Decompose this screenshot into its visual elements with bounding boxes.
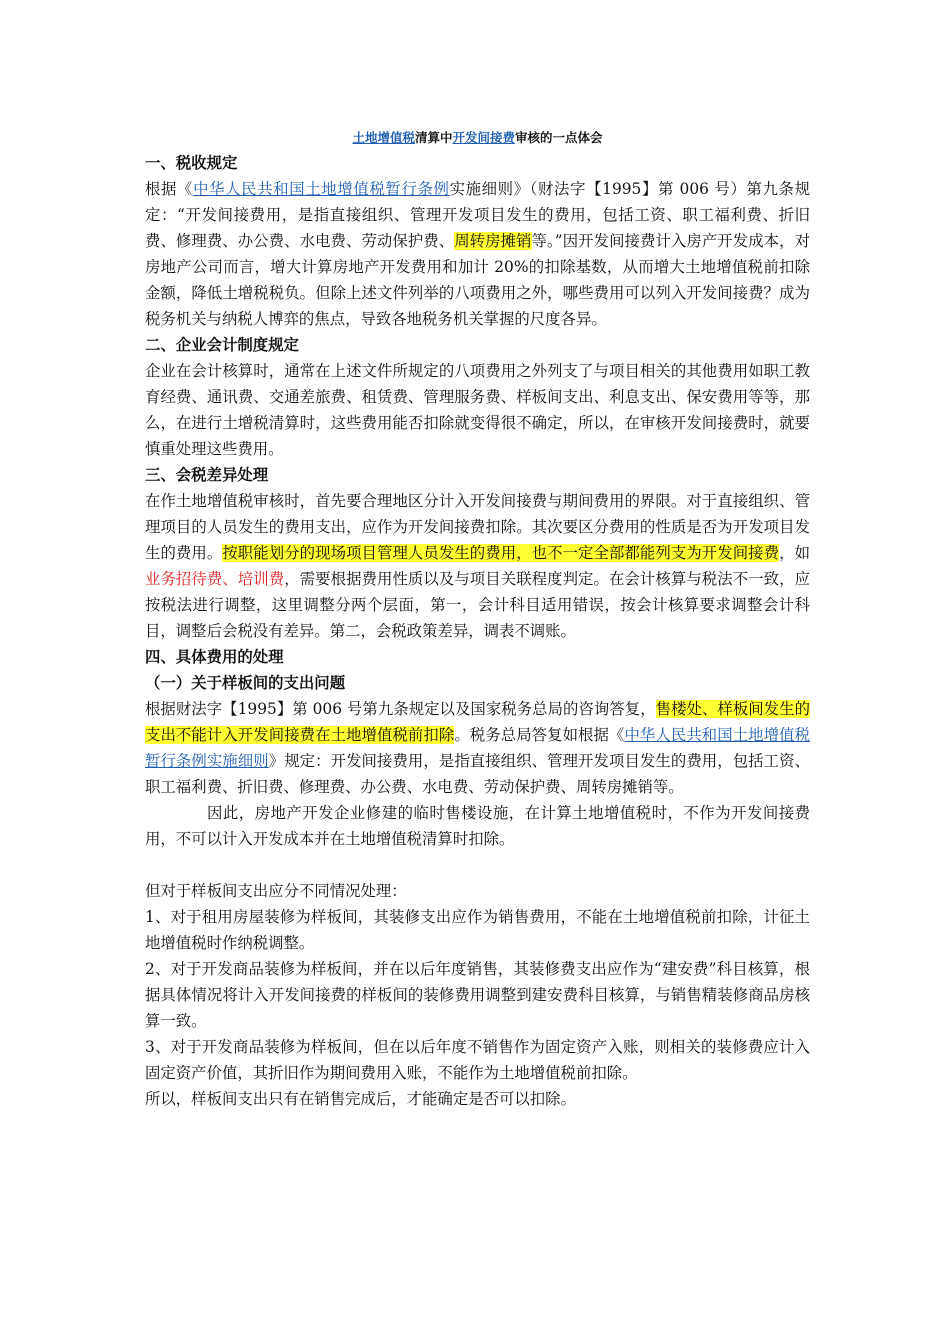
title-text-mid: 清算中 xyxy=(414,130,453,145)
section-4-conclusion: 所以，样板间支出只有在销售完成后，才能确定是否可以扣除。 xyxy=(145,1090,576,1108)
s1-text-a: 根据《 xyxy=(145,180,194,198)
section-1-heading: 一、税收规定 xyxy=(145,154,238,172)
section-3-paragraph xyxy=(145,488,810,644)
s3-text-b: ，如 xyxy=(779,544,810,562)
section-2-heading: 二、企业会计制度规定 xyxy=(145,336,299,354)
section-4-item-1: 1、对于租用房屋装修为样板间，其装修支出应作为销售费用，不能在土地增值税前扣除，计征土地增值税时作纳税调整。 xyxy=(145,908,810,952)
s4-text-c: 》规定：开发间接费用，是指直接组织、管理开发项目发生的费用，包括工资、职工福利费、折旧费、修理费、办公费、水电费、劳动保护费、周转房摊销等。 xyxy=(145,752,810,796)
s1-text-b: 实施细则》（财法字【1995】第 006 号）第九条规定：“开发间接费用，是指直接组织、管理开发项目发生的费用，包括工资、职工福利费、折旧费、修理费、办公费、水电费、劳动保护费、 xyxy=(145,180,810,250)
title-text-end: 审核的一点体会 xyxy=(515,130,603,145)
section-4-heading: 四、具体费用的处理 xyxy=(145,648,284,666)
s4-text-b: 。税务总局答复如根据《 xyxy=(454,726,625,744)
section-4-paragraph-1 xyxy=(145,696,810,800)
s1-text-c: 等。”因开发间接费计入房产开发成本，对房地产公司而言，增大计算房地产开发费用和加计 20%的扣除基数，从而增大土地增值税前扣除金额，降低土增税税负。但除上述文件列举的八项费用之外，哪些费用可以列入开发间接费？成为税务机关与纳税人博弈的焦点，导致各地税务机关掌握的尺度各异。 xyxy=(145,232,810,328)
document-title xyxy=(145,128,810,148)
blank-line xyxy=(145,852,810,878)
section-4-item-2: 2、对于开发商品装修为样板间，并在以后年度销售，其装修费支出应作为“建安费”科目核算，根据具体情况将计入开发间接费的样板间的装修费用调整到建安费科目核算，与销售精装修商品房核算一致。 xyxy=(145,960,810,1030)
section-4-paragraph-2: 因此，房地产开发企业修建的临时售楼设施，在计算土地增值税时，不作为开发间接费用，不可以计入开发成本并在土地增值税清算时扣除。 xyxy=(145,804,810,848)
section-4-paragraph-3: 但对于样板间支出应分不同情况处理： xyxy=(145,882,407,900)
s4-text-a: 根据财法字【1995】第 006 号第九条规定以及国家税务总局的咨询答复， xyxy=(145,700,656,718)
section-3-heading: 三、会税差异处理 xyxy=(145,466,269,484)
s3-red-text: 业务招待费、培训费 xyxy=(145,570,285,588)
section-2-paragraph: 企业在会计核算时，通常在上述文件所规定的八项费用之外列支了与项目相关的其他费用如职工教育经费、通讯费、交通差旅费、租赁费、管理服务费、样板间支出、利息支出、保安费用等等，那么，在进行土增税清算时，这些费用能否扣除就变得很不确定，所以，在审核开发间接费时，就要慎重处理这些费用。 xyxy=(145,362,810,458)
s3-text-c: ，需要根据费用性质以及与项目关联程度判定。在会计核算与税法不一致，应按税法进行调整，这里调整分两个层面，第一，会计科目适用错误，按会计核算要求调整会计科目，调整后会税没有差异。第二，会税政策差异，调表不调账。 xyxy=(145,570,810,640)
title-link-land-vat[interactable]: 土地增值税 xyxy=(352,130,415,145)
s4-regulation-link[interactable]: 中华人民共和国土地增值税暂行条例实施细则 xyxy=(145,726,810,770)
s3-highlight: 按职能划分的现场项目管理人员发生的费用，也不一定全部都能列支为开发间接费 xyxy=(222,544,780,562)
s1-highlight: 周转房摊销 xyxy=(454,232,532,250)
s1-regulation-link[interactable]: 中华人民共和国土地增值税暂行条例 xyxy=(193,180,450,198)
s3-text-a: 在作土地增值税审核时，首先要合理地区分计入开发间接费与期间费用的界限。对于直接组织、管理项目的人员发生的费用支出，应作为开发间接费扣除。其次要区分费用的性质是否为开发项目发生的费用。 xyxy=(145,492,810,562)
section-4-item-3: 3、对于开发商品装修为样板间，但在以后年度不销售作为固定资产入账，则相关的装修费应计入固定资产价值，其折旧作为期间费用入账，不能作为土地增值税前扣除。 xyxy=(145,1038,810,1082)
title-link-indirect-cost[interactable]: 开发间接费 xyxy=(452,130,516,145)
section-4-subheading: （一）关于样板间的支出问题 xyxy=(145,674,346,692)
document-page xyxy=(145,128,810,1112)
s4-highlight: 售楼处、样板间发生的支出不能计入开发间接费在土地增值税前扣除 xyxy=(145,700,810,744)
section-1-paragraph xyxy=(145,176,810,332)
